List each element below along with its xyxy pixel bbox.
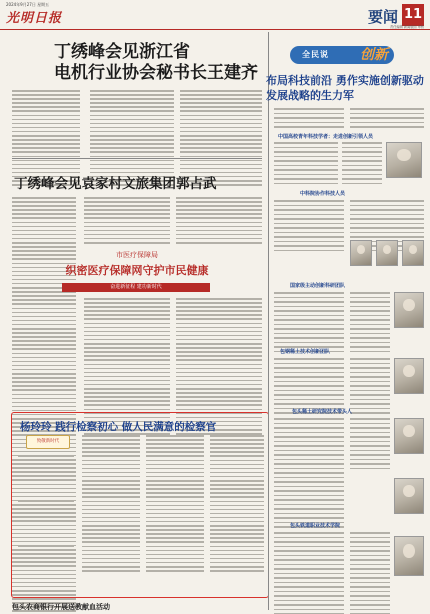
right-story-3-col1 xyxy=(274,292,344,355)
page-number: 11 xyxy=(402,4,424,26)
featured-col3 xyxy=(146,435,204,574)
right-story-3-head: 国家级主动创新科研团队 xyxy=(290,283,346,289)
right-story-2-head: 中科院协作科技人员 xyxy=(300,191,346,197)
right-story-5-col2 xyxy=(350,418,390,472)
featured-col2 xyxy=(82,435,140,574)
right-story-5-head: 包头稀土研究院技术带头人 xyxy=(292,409,353,415)
bottom-story-title: 包头农商银行开展送教献血活动 xyxy=(12,602,110,611)
right-story-2-col1 xyxy=(274,200,344,254)
right-intro-col1 xyxy=(274,108,344,131)
right-story-4-head: 包钢稀土技术创新团队 xyxy=(280,349,331,355)
featured-col1 xyxy=(18,455,74,574)
top-story-title: 丁绣峰会见浙江省 电机行业协会秘书长王建齐 xyxy=(54,42,258,84)
right-story-5-photo-b xyxy=(394,478,424,514)
right-story-5-photo xyxy=(394,418,424,454)
section-divider xyxy=(12,158,262,159)
masthead xyxy=(0,0,430,30)
right-story-6-head: 包头铁道职业技术学院 xyxy=(290,523,341,529)
featured-story-logo: 致敬新时代 xyxy=(26,435,70,449)
right-story-2-photo-c xyxy=(402,240,424,266)
right-column-headline: 布局科技前沿 勇作实施创新驱动 发展战略的生力军 xyxy=(266,74,424,102)
right-story-1-photo xyxy=(386,142,422,178)
right-story-2-photo-b xyxy=(376,240,398,266)
right-story-3-col2 xyxy=(350,292,390,355)
paper-name: 光明日报 xyxy=(6,11,63,26)
right-story-4-col2 xyxy=(350,358,390,417)
banner-word: 创新 xyxy=(360,47,388,63)
right-story-5-col1 xyxy=(274,418,344,531)
second-story-title: 丁绣峰会见袁家村文旅集团郭占武 xyxy=(14,176,217,192)
right-intro-col2 xyxy=(350,108,424,131)
banner-text: 全民说 xyxy=(302,50,329,59)
right-story-1-head: 中国高校青年科技学者：走进创新引领人员 xyxy=(278,134,374,140)
section-banner xyxy=(266,38,424,68)
right-story-6-photo xyxy=(394,536,424,576)
right-story-1-col2 xyxy=(342,142,382,187)
right-story-2-photo-a xyxy=(350,240,372,266)
right-story-6-col1 xyxy=(274,532,344,614)
medical-story-kicker: 市医疗保障局 xyxy=(116,251,158,259)
issue-date: 2024年9月27日 星期五 xyxy=(6,2,50,7)
featured-story-box xyxy=(11,412,269,598)
second-story-col3 xyxy=(176,197,262,246)
right-story-1-col1 xyxy=(274,142,338,187)
featured-story-title: 杨玲玲 践行检察初心 做人民满意的检察官 xyxy=(20,421,217,433)
medical-story-header xyxy=(64,250,210,278)
medical-story-title: 织密医疗保障网守护市民健康 xyxy=(65,264,209,277)
page-section-label: 要闻 xyxy=(367,8,398,26)
right-story-3-photo xyxy=(394,292,424,328)
right-story-4-photo xyxy=(394,358,424,394)
featured-col4 xyxy=(210,435,264,574)
right-story-6-col2 xyxy=(350,532,390,614)
column-divider xyxy=(268,32,269,610)
editor-info: 责任编辑 新闻版面 审核 xyxy=(390,25,424,29)
medical-story-tag: 奋进新征程 建功新时代 xyxy=(62,283,210,292)
second-story-col2 xyxy=(84,197,170,246)
